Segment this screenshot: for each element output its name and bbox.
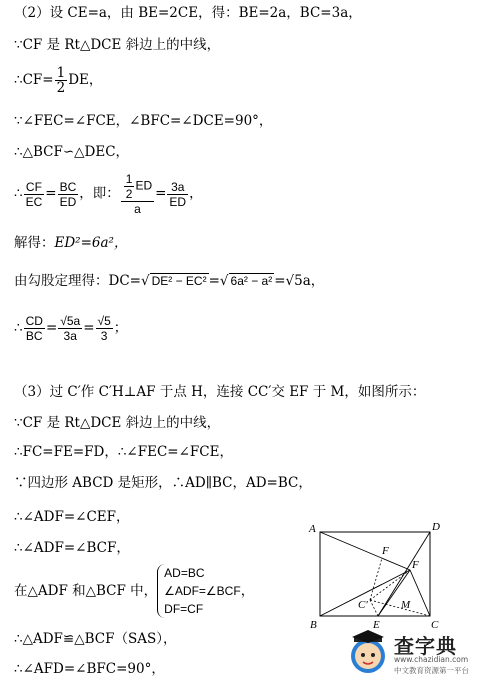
- logo-slogan: 中文教育资源第一平台: [394, 666, 469, 675]
- segment-fc: [410, 570, 430, 616]
- text-segment: =√5a，: [274, 273, 325, 289]
- fraction-denominator: 3: [100, 329, 108, 343]
- part2-line-4: ∵∠FEC=∠FCE，∠BFC=∠DCE=90°，: [14, 113, 273, 129]
- fraction-cf-ec: [24, 180, 45, 209]
- part2-line-2: ∵CF 是 Rt△DCE 斜边上的中线，: [14, 37, 221, 53]
- dashed-segment-e-cprime: [370, 600, 378, 616]
- text-segment: ∴: [14, 320, 23, 336]
- condition-2: ∠ADF=∠BCF: [164, 584, 241, 598]
- sqrt-sign: √: [140, 273, 150, 289]
- part3-line-1: （3）过 C′作 C′H⊥AF 于点 H，连接 CC′交 EF 于 M，如图所示：: [14, 384, 426, 400]
- fraction-denominator: a: [134, 202, 141, 216]
- part2-line-7: [14, 234, 127, 252]
- condition-1: AD=BC: [164, 566, 205, 580]
- logo-title: 查字典: [394, 634, 457, 658]
- fraction-numerator: 1: [56, 65, 66, 81]
- condition-3: DF=CF: [164, 602, 204, 616]
- congruence-conditions: [157, 564, 241, 618]
- fraction-denominator: EC: [25, 194, 43, 209]
- part2-line-5: ∴△BCF∽△DEC，: [14, 144, 130, 160]
- fraction-root5a-3a: [58, 314, 82, 343]
- label-b: B: [310, 619, 317, 631]
- part3-line-2: ∵CF 是 Rt△DCE 斜边上的中线，: [14, 415, 221, 431]
- part3-line-9: ∴∠AFD=∠BFC=90°，: [14, 661, 165, 677]
- fraction-root5-3: [96, 314, 113, 343]
- fraction-half-ed-over-a: [121, 172, 154, 216]
- label-a: A: [309, 523, 316, 535]
- text-segment: =: [208, 273, 220, 289]
- label-d: D: [432, 521, 440, 533]
- fraction-3a-ed: [167, 180, 188, 209]
- label-c-prime: C′: [358, 599, 368, 611]
- part2-line-8: [14, 272, 324, 290]
- fraction-numerator: CD: [25, 314, 43, 328]
- dashed-segment-cprime-h: [370, 558, 382, 600]
- part3-line-8: ∴△ADF≌△BCF（SAS），: [14, 631, 177, 647]
- label-f-second: F: [412, 559, 419, 571]
- geometry-figure: [306, 520, 446, 632]
- text-segment: ；: [113, 320, 128, 336]
- fraction-numerator: √5: [97, 314, 111, 328]
- text-segment: =: [45, 185, 57, 202]
- fraction-bc-ed: [58, 180, 79, 209]
- watermark-logo: [346, 628, 472, 678]
- mascot-icon: [346, 628, 392, 678]
- fraction-numerator: [121, 172, 154, 202]
- text-segment: ，: [189, 185, 203, 202]
- sqrt-radicand: 6a² − a²: [230, 274, 273, 288]
- text-segment: ED: [135, 178, 153, 193]
- text-segment: 解得：: [14, 235, 55, 251]
- part3-line-5: ∴∠ADF=∠CEF，: [14, 509, 130, 525]
- rectangle-abcd: [320, 532, 430, 616]
- equation: ED²=6a²，: [54, 235, 128, 251]
- text-segment: ，即：: [79, 185, 120, 202]
- segment-af: [320, 532, 410, 570]
- fraction-half: [124, 172, 135, 201]
- fraction-denominator: ED: [169, 194, 187, 209]
- text-segment: ∴: [14, 185, 23, 202]
- fraction-denominator: 2: [56, 80, 66, 96]
- part2-line-3: [14, 66, 102, 95]
- label-f: F: [382, 545, 389, 557]
- text-segment: DE，: [68, 72, 103, 88]
- fraction-denominator: ED: [59, 194, 77, 209]
- part3-line-3: ∴FC=FE=FD，∴∠FEC=∠FCE，: [14, 444, 233, 460]
- fraction-numerator: 1: [125, 172, 133, 186]
- part3-line-7: [14, 564, 254, 618]
- label-m: M: [401, 599, 411, 611]
- part2-line-6: ∴ $\frac{CF}{EC}$ = $\frac{BC}{ED}$ ，即： $\frac{1}{2}$ ED a = $\frac{3a}{ED}$ ，: [14, 172, 203, 216]
- part3-line-6: ∴∠ADF=∠BCF，: [14, 540, 130, 556]
- fraction-numerator: 3a: [167, 180, 188, 195]
- sqrt-radicand: DE² − EC²: [151, 274, 207, 288]
- fraction-cd-bc: [24, 314, 45, 343]
- sqrt-sign: √: [219, 273, 229, 289]
- fraction-denominator: 3a: [63, 329, 77, 343]
- text-segment: ，: [240, 583, 255, 599]
- part3-line-4: ∵四边形 ABCD 是矩形，∴AD∥BC，AD=BC，: [14, 475, 312, 491]
- fraction-numerator: BC: [59, 179, 77, 194]
- fraction-numerator: CF: [24, 180, 45, 195]
- fraction-denominator: BC: [25, 329, 43, 343]
- part2-line-1: （2）设 CE=a，由 BE=2CE，得：BE=2a，BC=3a，: [14, 5, 362, 21]
- part2-line-9: ∴ $\frac{CD}{BC}$ = $\frac{√5a}{3a}$ = $\frac{√5}{3}$ ；: [14, 314, 128, 343]
- fraction-denominator: 2: [125, 187, 133, 201]
- fraction-numerator: √5a: [60, 314, 81, 328]
- text-segment: ∴CF=: [14, 72, 54, 88]
- label-e: E: [373, 619, 380, 631]
- logo-url: www.chazidian.com: [394, 655, 469, 664]
- fraction-half: [55, 66, 68, 95]
- text-segment: 在△ADF 和△BCF 中，: [14, 583, 158, 599]
- label-c: C: [431, 619, 439, 631]
- text-segment: 由勾股定理得：DC=: [14, 273, 141, 289]
